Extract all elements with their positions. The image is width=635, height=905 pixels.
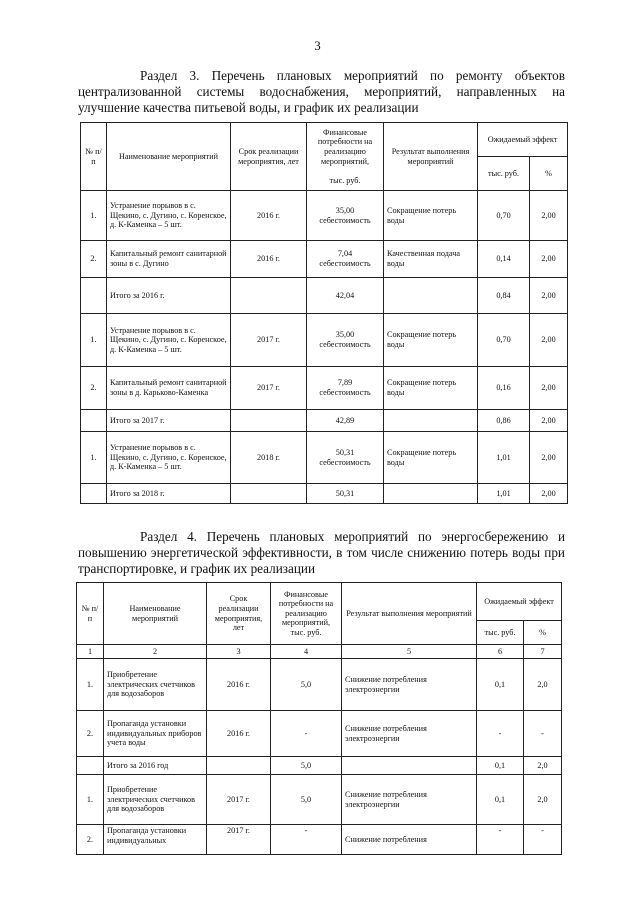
name-cell: Приобретение электрических счетчиков для водозаборов	[104, 775, 207, 825]
finance-cell	[307, 191, 384, 241]
col-number: 3	[207, 645, 271, 659]
term-cell: 2017 г.	[207, 825, 271, 855]
col-number: 7	[524, 645, 562, 659]
name-cell: Приобретение электрических счетчиков для водозаборов	[104, 659, 207, 711]
result-cell: Качественная подача воды	[384, 241, 478, 278]
effect-pct-cell: 2,0	[524, 775, 562, 825]
finance-value: 35,00	[335, 205, 355, 215]
effect-pct-cell: 2,00	[530, 191, 568, 241]
term-cell	[207, 757, 271, 775]
header-term: Срок реализации мероприятия, лет	[231, 123, 307, 191]
term-cell: 2017 г.	[231, 314, 307, 367]
result-cell	[384, 410, 478, 432]
header-term: Срок реализации мероприятия, лет	[207, 583, 271, 645]
effect-pct-cell: 2,00	[530, 432, 568, 484]
header-name: Наименование мероприятий	[104, 583, 207, 645]
num-cell: 2.	[81, 367, 107, 410]
effect-rub-cell: 0,86	[478, 410, 530, 432]
col-number: 5	[342, 645, 477, 659]
effect-rub-cell: 0,16	[478, 367, 530, 410]
finance-value: 35,00	[335, 330, 355, 340]
total-row	[81, 278, 568, 314]
section4-heading: Раздел 4. Перечень плановых мероприятий по энергосбережению и повышению энергетической эффективности, в том числе снижению потерь воды при транспортировке, и график их реализации	[78, 529, 565, 576]
effect-rub-cell: 0,1	[477, 659, 524, 711]
header-finance: Финансовые потребности на реализацию мероприятий, тыс. руб.	[307, 123, 384, 191]
finance-cell: 42,89	[307, 410, 384, 432]
finance-note: себестоимость	[319, 259, 371, 268]
header-effect: Ожидаемый эффект	[478, 123, 568, 157]
effect-pct-cell: 2,00	[530, 484, 568, 504]
header-finance: Финансовые потребности на реализацию мероприятий, тыс. руб.	[271, 583, 342, 645]
table-row	[81, 191, 568, 241]
num-cell: 2.	[81, 241, 107, 278]
total-row	[77, 757, 562, 775]
effect-pct-cell: 2,0	[524, 659, 562, 711]
num-cell: 1.	[81, 314, 107, 367]
finance-value: 50,31	[335, 447, 355, 457]
name-cell: Устранение порывов в с. Щекино, с. Дугино, с. Коренское, д. К-Каменка – 5 шт.	[107, 314, 231, 367]
column-numbers-row	[77, 645, 562, 659]
table-row	[77, 825, 562, 855]
result-cell	[384, 278, 478, 314]
col-number: 2	[104, 645, 207, 659]
table-row	[81, 367, 568, 410]
result-cell	[342, 757, 477, 775]
num-cell: 1.	[81, 432, 107, 484]
effect-rub-cell: 0,84	[478, 278, 530, 314]
finance-value: 7,89	[337, 378, 353, 388]
finance-cell: 5,0	[271, 775, 342, 825]
col-number: 1	[77, 645, 104, 659]
table-header-row	[77, 583, 562, 621]
header-num: № п/п	[81, 123, 107, 191]
header-effect-pct: %	[524, 621, 562, 645]
table-row	[77, 775, 562, 825]
term-cell	[231, 410, 307, 432]
finance-cell: 5,0	[271, 757, 342, 775]
table-row	[81, 432, 568, 484]
finance-note: себестоимость	[319, 388, 371, 397]
effect-rub-cell: -	[477, 825, 524, 855]
result-cell: Сокращение потерь воды	[384, 432, 478, 484]
effect-rub-cell: 1,01	[478, 484, 530, 504]
section3-heading: Раздел 3. Перечень плановых мероприятий по ремонту объектов централизованной системы водоснабжения, мероприятий, направленных на улучшение качества питьевой воды, и график их реализации	[78, 68, 565, 115]
finance-cell	[307, 241, 384, 278]
total-label-cell: Итого за 2017 г.	[107, 410, 231, 432]
finance-cell	[307, 314, 384, 367]
total-label-cell: Итого за 2016 г.	[107, 278, 231, 314]
section4-table	[76, 582, 562, 855]
num-cell	[77, 757, 104, 775]
table-header-row	[81, 123, 568, 157]
total-label-cell: Итого за 2018 г.	[107, 484, 231, 504]
finance-cell: 50,31	[307, 484, 384, 504]
table-row	[77, 659, 562, 711]
num-cell: 2.	[77, 711, 104, 757]
finance-cell: -	[271, 825, 342, 855]
term-cell: 2016 г.	[207, 711, 271, 757]
effect-rub-cell: 0,1	[477, 757, 524, 775]
finance-cell: 5,0	[271, 659, 342, 711]
effect-pct-cell: 2,00	[530, 241, 568, 278]
section3-table	[80, 122, 568, 504]
term-cell	[231, 278, 307, 314]
finance-note: себестоимость	[319, 340, 371, 349]
num-cell: 1.	[77, 775, 104, 825]
effect-pct-cell: 2,0	[524, 757, 562, 775]
effect-rub-cell: -	[477, 711, 524, 757]
name-cell: Капитальный ремонт санитарной зоны в с. Дугино	[107, 241, 231, 278]
result-cell: Сокращение потерь воды	[384, 314, 478, 367]
total-row	[81, 484, 568, 504]
effect-pct-cell: 2,00	[530, 278, 568, 314]
name-cell: Пропаганда установки индивидуальных приборов учета воды	[104, 711, 207, 757]
term-cell: 2017 г.	[207, 775, 271, 825]
finance-cell	[307, 367, 384, 410]
finance-cell: -	[271, 711, 342, 757]
effect-rub-cell: 0,1	[477, 775, 524, 825]
finance-note: себестоимость	[319, 215, 371, 225]
effect-pct-cell: -	[524, 711, 562, 757]
finance-note: себестоимость	[319, 457, 371, 467]
term-cell: 2016 г.	[231, 241, 307, 278]
table-row	[77, 711, 562, 757]
effect-rub-cell: 1,01	[478, 432, 530, 484]
finance-value: 7,04	[337, 249, 353, 259]
header-effect-rub: тыс. руб.	[477, 621, 524, 645]
term-cell	[231, 484, 307, 504]
header-name: Наименование мероприятий	[107, 123, 231, 191]
name-cell: Устранение порывов в с. Щекино, с. Дугино, с. Коренское, д. К-Каменка – 5 шт.	[107, 432, 231, 484]
header-num: № п/п	[77, 583, 104, 645]
effect-pct-cell: 2,00	[530, 410, 568, 432]
col-number: 6	[477, 645, 524, 659]
num-cell	[81, 278, 107, 314]
result-cell	[384, 484, 478, 504]
result-cell: Снижение потребления электроэнергии	[342, 659, 477, 711]
term-cell: 2018 г.	[231, 432, 307, 484]
effect-rub-cell: 0,70	[478, 314, 530, 367]
table-row	[81, 241, 568, 278]
finance-cell: 42,04	[307, 278, 384, 314]
name-cell: Капитальный ремонт санитарной зоны в д. Карьково-Каменка	[107, 367, 231, 410]
header-effect: Ожидаемый эффект	[477, 583, 562, 621]
effect-pct-cell: 2,00	[530, 367, 568, 410]
term-cell: 2016 г.	[207, 659, 271, 711]
effect-pct-cell: -	[524, 825, 562, 855]
num-cell	[81, 410, 107, 432]
result-cell: Снижение потребления электроэнергии	[342, 775, 477, 825]
term-cell: 2016 г.	[231, 191, 307, 241]
effect-rub-cell: 0,14	[478, 241, 530, 278]
effect-pct-cell: 2,00	[530, 314, 568, 367]
term-cell: 2017 г.	[231, 367, 307, 410]
result-cell: Снижение потребления	[342, 825, 477, 855]
finance-cell	[307, 432, 384, 484]
total-row	[81, 410, 568, 432]
num-cell: 2.	[77, 825, 104, 855]
total-label-cell: Итого за 2016 год	[104, 757, 207, 775]
name-cell: Устранение порывов в с. Щекино, с. Дугино, с. Коренское, д. К-Каменка – 5 шт.	[107, 191, 231, 241]
header-result: Результат выполнения мероприятий	[384, 123, 478, 191]
effect-rub-cell: 0,70	[478, 191, 530, 241]
num-cell: 1.	[77, 659, 104, 711]
col-number: 4	[271, 645, 342, 659]
name-cell: Пропаганда установки индивидуальных	[104, 825, 207, 855]
header-effect-pct: %	[530, 157, 568, 191]
header-result: Результат выполнения мероприятий	[342, 583, 477, 645]
result-cell: Сокращение потерь воды	[384, 367, 478, 410]
page-number: 3	[314, 38, 321, 53]
result-cell: Сокращение потерь воды	[384, 191, 478, 241]
num-cell: 1.	[81, 191, 107, 241]
header-effect-rub: тыс. руб.	[478, 157, 530, 191]
num-cell	[81, 484, 107, 504]
table-row	[81, 314, 568, 367]
result-cell: Снижение потребления электроэнергии	[342, 711, 477, 757]
